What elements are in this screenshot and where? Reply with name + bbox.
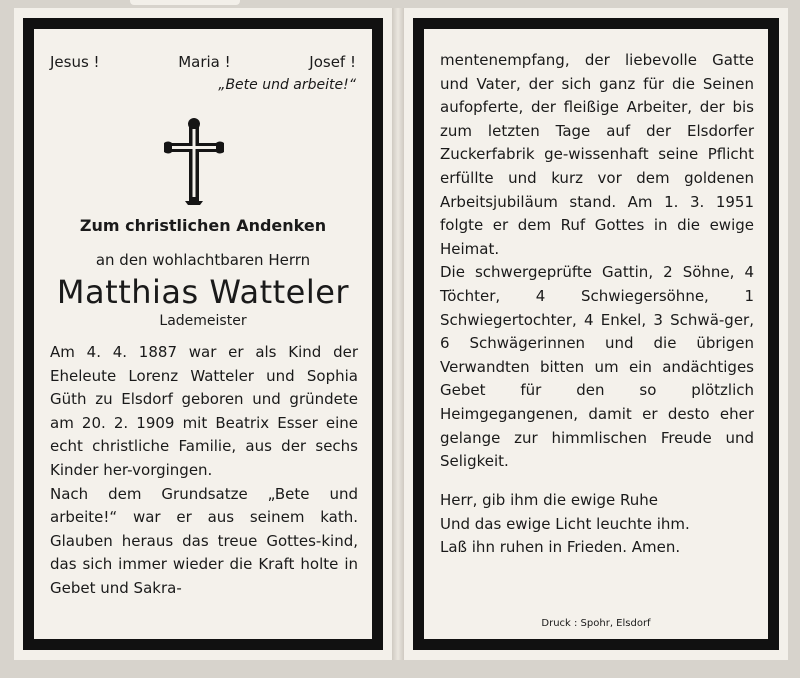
prayer: Herr, gib ihm die ewige Ruhe Und das ewige Licht leuchte ihm. Laß ihn ruhen in Frieden. Amen. <box>440 491 690 557</box>
right-mourning-border <box>413 18 779 650</box>
left-mourning-border <box>23 18 383 650</box>
paper-edge <box>130 0 240 5</box>
invocation-maria: Maria ! <box>178 53 231 71</box>
cross-icon <box>164 117 224 207</box>
left-page-content <box>34 29 372 639</box>
invocation-jesus: Jesus ! <box>50 53 100 71</box>
left-body-text: Am 4. 4. 1887 war er als Kind der Eheleute Lorenz Watteler und Sophia Güth zu Elsdorf geboren und gründete am 20. 2. 1909 mit Beatrix Esser eine echt christliche Familie, aus der sechs Kinder her-vorgingen. Nach dem Grundsatze „Bete und arbeite!“ war er aus seinem kath. Glauben heraus das treue Gottes-kind, das sich immer wieder die Kraft holte in Gebet und Sakra- <box>50 343 358 597</box>
deceased-name: Matthias Watteler <box>56 273 350 311</box>
subheading: an den wohlachtbaren Herrn <box>95 251 311 269</box>
printer-credit: Druck : Spohr, Elsdorf <box>541 618 651 629</box>
left-page <box>14 8 392 660</box>
right-page-content <box>424 29 768 639</box>
invocations <box>50 53 356 71</box>
motto: „Bete und arbeite!“ <box>218 77 356 93</box>
invocation-josef: Josef ! <box>309 53 356 71</box>
heading: Zum christlichen Andenken <box>79 216 327 235</box>
card-fold <box>392 8 404 660</box>
occupation: Lademeister <box>159 313 247 329</box>
right-body-text: mentenempfang, der liebevolle Gatte und Vater, der sich ganz für die Seinen aufopferte, der fleißige Arbeiter, der bis zum letzten Tage auf der Elsdorfer Zuckerfabrik ge-wissenhaft seine Pflicht erfüllte und kurz vor dem goldenen Arbeitsjubiläum stand. Am 1. 3. 1951 folgte er dem Ruf Gottes in die ewige Heimat. Die schwergeprüfte Gattin, 2 Söhne, 4 Töchter, 4 Schwiegersöhne, 1 Schwiegertochter, 4 Enkel, 3 Schwä-ger, 6 Schwägerinnen und die übrigen Verwandten bitten um ein andächtiges Gebet für den so plötzlich Heimgegangenen, damit er desto eher gelange zur himmlischen Freude und Seligkeit. <box>440 51 754 471</box>
right-page <box>404 8 788 660</box>
